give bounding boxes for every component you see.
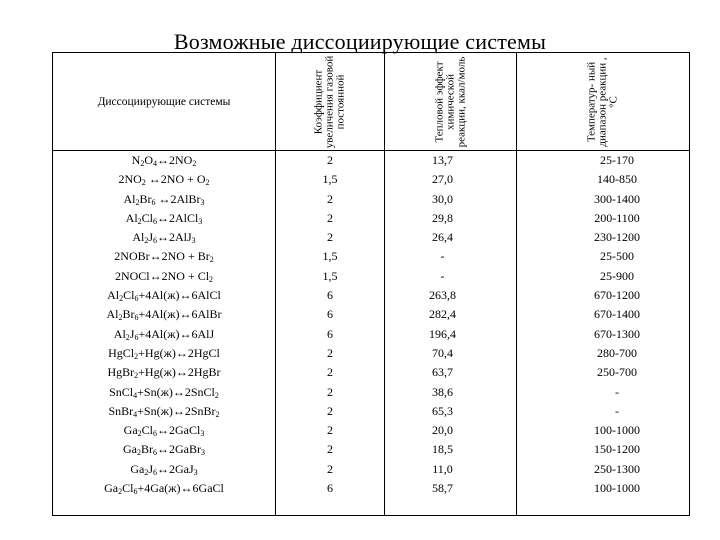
header-coefficient-cell	[276, 53, 385, 151]
temperature-cell: 300-1400	[594, 191, 640, 206]
heat-cell: 13,7	[432, 153, 453, 167]
table-header-row	[53, 53, 690, 151]
temperature-cell: 25-500	[600, 249, 634, 264]
system-cell: $N_2O_4\leftrightarrow 2NO_2$	[131, 153, 197, 168]
system-cell: SnCl$_4$+Sn(ж)↔2SnCl$_2$	[109, 384, 219, 400]
coefficient-cell: 2	[327, 230, 333, 245]
temperature-cell: 200-1100	[594, 210, 640, 225]
coefficient-cell: 2	[327, 345, 333, 360]
heat-cell: 70,4	[432, 345, 453, 360]
temperature-cell: 250-1300	[594, 461, 640, 476]
coefficient-cell: 6	[327, 481, 333, 496]
temperature-cell: -	[615, 403, 619, 418]
header-systems: Диссоциирующие системы	[53, 53, 276, 151]
coefficient-cell: 2	[327, 423, 333, 438]
coefficient-cell: 2	[327, 191, 333, 206]
heat-cell: 30,0	[432, 191, 453, 206]
heat-cell: 58,7	[432, 481, 453, 496]
system-cell: 2NOCl↔2NO + $Cl_2$	[114, 268, 214, 284]
table-body-row	[53, 151, 690, 516]
heat-column	[385, 151, 517, 516]
header-temperature-cell	[517, 53, 690, 151]
temperature-cell: 150-1200	[594, 442, 640, 457]
system-cell: $Ga_2J_6\leftrightarrow 2GaJ_3$	[130, 461, 198, 477]
coefficient-cell: 2	[327, 442, 333, 457]
temperature-cell: 100-1000	[594, 481, 640, 496]
heat-cell: 27,0	[432, 172, 453, 187]
system-cell: $2NO_2$ ↔2NO + $O_2$	[118, 172, 210, 188]
system-cell: $Ga_2Br_6\leftrightarrow 2GaBr_3$	[123, 442, 205, 458]
temperature-cell: -	[615, 384, 619, 399]
heat-cell: 282,4	[429, 307, 456, 322]
temperature-cell: 25-170	[600, 153, 634, 167]
coefficient-column	[276, 151, 385, 516]
coefficient-cell: 1,5	[322, 249, 338, 264]
coefficient-cell: 2	[327, 384, 333, 399]
coefficient-cell: 2	[327, 210, 333, 225]
header-heat-cell	[385, 53, 517, 151]
heat-cell: -	[440, 249, 445, 264]
heat-cell: -	[440, 268, 445, 283]
system-cell: $Ga_2Cl_6+4Ga(ж)\leftrightarrow 6GaCl$	[104, 481, 224, 497]
system-cell: SnBr$_4$+Sn(ж)↔2SnBr$_2$	[108, 403, 220, 419]
heat-cell: 63,7	[432, 365, 453, 380]
system-cell: $Ga_2Cl_6\leftrightarrow 2GaCl_3$	[123, 423, 205, 439]
heat-cell: 26,4	[432, 230, 453, 245]
temperature-cell: 230-1200	[594, 230, 640, 245]
header-coefficient: Коэффициент увеличения газовой постоянной	[312, 55, 347, 148]
coefficient-cell: 2	[327, 365, 333, 380]
coefficient-cell: 1,5	[322, 172, 338, 187]
header-temperature: Температур- ный диапазон реакции , °С	[585, 56, 620, 147]
system-cell: HgCl$_2$+Hg(ж)↔2HgCl	[108, 345, 220, 361]
heat-cell: 196,4	[429, 326, 456, 341]
page-title: Возможные диссоциирующие системы	[173, 29, 547, 54]
heat-cell: 65,3	[432, 403, 453, 418]
system-cell: HgBr$_2$+Hg(ж)↔2HgBr	[107, 365, 221, 381]
coefficient-cell: 6	[327, 288, 333, 303]
system-cell: $Al_2Br_6$ ↔2AlBr$_3$	[123, 191, 205, 207]
system-cell: $Al_2Br_6+4Al(ж)\leftrightarrow 6AlBr$	[106, 307, 222, 323]
heat-cell: 11,0	[432, 461, 453, 476]
heat-cell: 20,0	[432, 423, 453, 438]
system-cell: $Al_2Cl_6\leftrightarrow 2AlCl_3$	[125, 210, 203, 226]
temperature-cell: 250-700	[597, 365, 637, 380]
header-heat: Тепловой эффект химической реакции, ккал/моль	[433, 56, 467, 147]
temperature-cell: 670-1200	[594, 288, 640, 303]
system-cell: $Al_2Cl_6+4Al(ж)\leftrightarrow 6AlCl$	[107, 288, 221, 304]
coefficient-cell: 1,5	[322, 268, 338, 283]
temperature-cell: 670-1300	[594, 326, 640, 341]
heat-cell: 38,6	[432, 384, 453, 399]
heat-cell: 263,8	[429, 288, 456, 303]
system-cell: $Al_2J_6\leftrightarrow 2AlJ_3$	[132, 230, 196, 246]
dissociating-systems-table	[52, 52, 690, 516]
system-cell: $Al_2J_6+4Al(ж)\leftrightarrow 6AlJ$	[113, 326, 215, 342]
coefficient-cell: 6	[327, 326, 333, 341]
coefficient-cell: 2	[327, 153, 333, 167]
temperature-cell: 100-1000	[594, 423, 640, 438]
temperature-cell: 280-700	[597, 345, 637, 360]
heat-cell: 29,8	[432, 210, 453, 225]
system-cell: 2NOBr↔2NO + $Br_2$	[114, 249, 214, 265]
temperature-column	[517, 151, 690, 516]
temperature-cell: 670-1400	[594, 307, 640, 322]
coefficient-cell: 2	[327, 461, 333, 476]
systems-column	[53, 151, 276, 516]
coefficient-cell: 2	[327, 403, 333, 418]
coefficient-cell: 6	[327, 307, 333, 322]
heat-cell: 18,5	[432, 442, 453, 457]
temperature-cell: 140-850	[597, 172, 637, 187]
temperature-cell: 25-900	[600, 268, 634, 283]
